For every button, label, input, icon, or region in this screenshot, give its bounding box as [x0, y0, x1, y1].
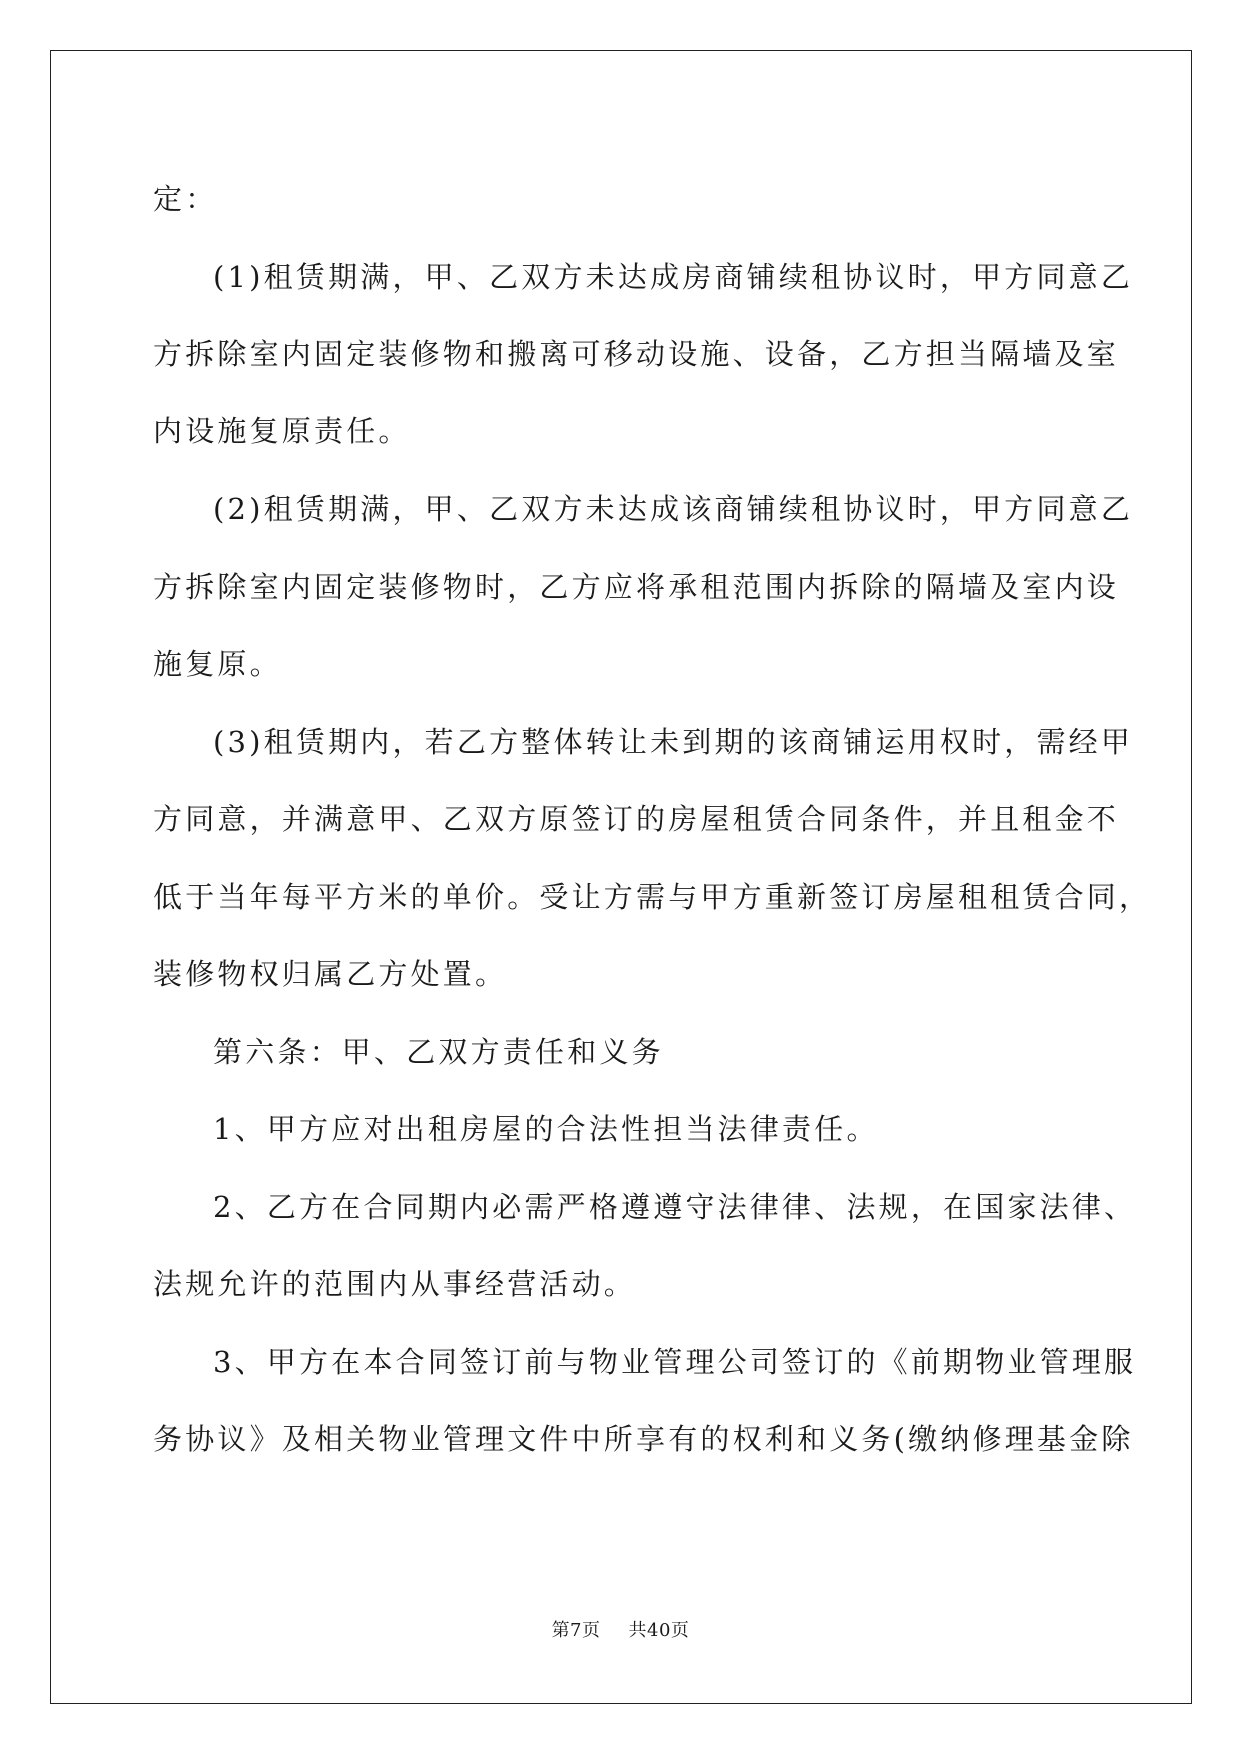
text-line: 方同意，并满意甲、乙双方原签订的房屋租赁合同条件，并且租金不: [153, 802, 1120, 836]
text-line: 定：: [153, 182, 218, 216]
text-line: 务协议》及相关物业管理文件中所享有的权利和义务(缴纳修理基金除: [153, 1422, 1134, 1456]
text-line: (2)租赁期满，甲、乙双方未达成该商铺续租协议时，甲方同意乙: [213, 492, 1134, 526]
text-line: 2、乙方在合同期内必需严格遵遵守法律律、法规，在国家法律、: [213, 1190, 1137, 1224]
page-number: 第7页: [551, 1620, 601, 1641]
text-line: 低于当年每平方米的单价。受让方需与甲方重新签订房屋租租赁合同，: [153, 880, 1152, 914]
text-line: 装修物权归属乙方处置。: [153, 957, 508, 991]
text-line: 方拆除室内固定装修物和搬离可移动设施、设备，乙方担当隔墙及室: [153, 337, 1120, 371]
text-line: 方拆除室内固定装修物时，乙方应将承租范围内拆除的隔墙及室内设: [153, 570, 1120, 604]
text-line: 法规允许的范围内从事经营活动。: [153, 1267, 637, 1301]
page-footer: [0, 1616, 1241, 1642]
text-line: 3、甲方在本合同签订前与物业管理公司签订的《前期物业管理服: [213, 1345, 1137, 1379]
text-line: 1、甲方应对出租房屋的合法性担当法律责任。: [213, 1112, 879, 1146]
section-heading: 第六条：甲、乙双方责任和义务: [213, 1035, 664, 1069]
text-line: (1)租赁期满，甲、乙双方未达成房商铺续租协议时，甲方同意乙: [213, 260, 1134, 294]
page-total: 共40页: [628, 1620, 690, 1641]
text-line: (3)租赁期内，若乙方整体转让未到期的该商铺运用权时，需经甲: [213, 725, 1134, 759]
text-line: 内设施复原责任。: [153, 414, 411, 448]
text-line: 施复原。: [153, 647, 282, 681]
